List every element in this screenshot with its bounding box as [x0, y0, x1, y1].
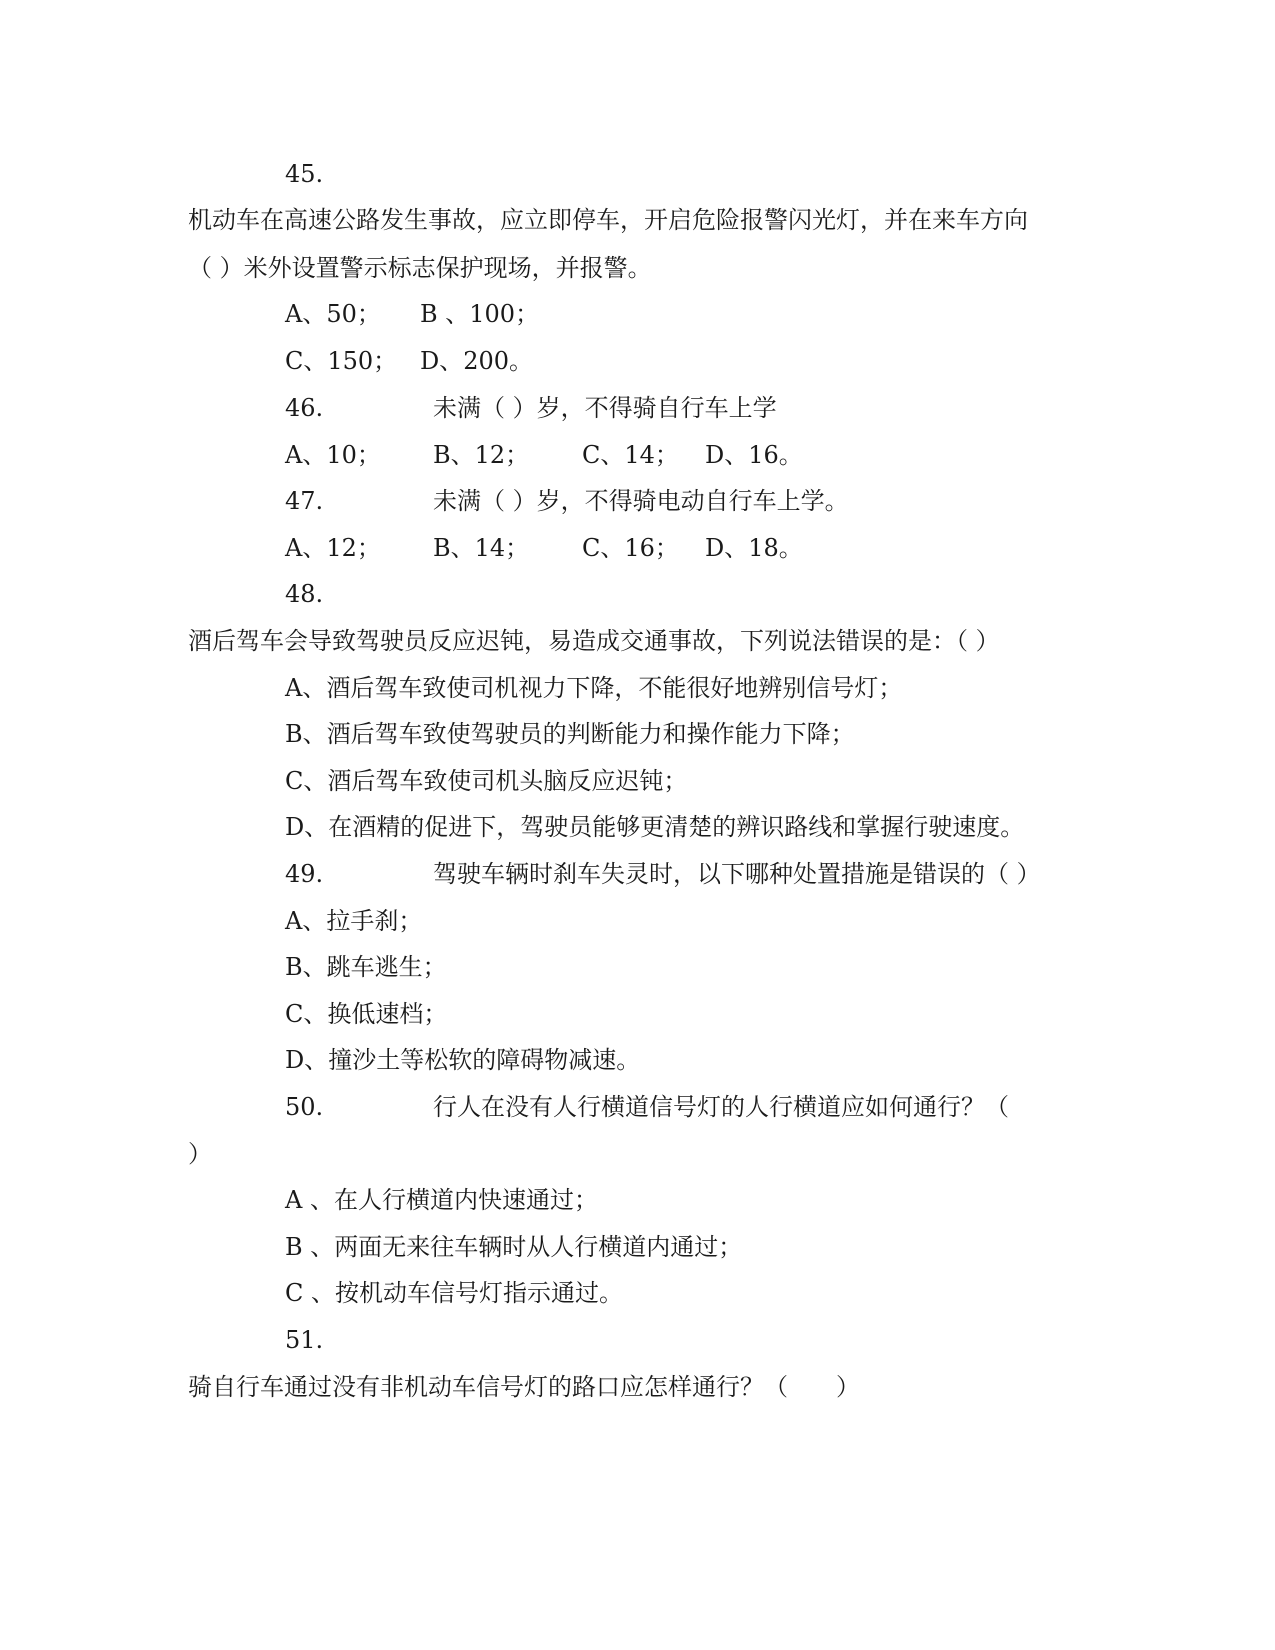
option: D、200。: [420, 347, 534, 375]
option: A 、在人行横道内快速通过；: [285, 1186, 598, 1214]
option: B、酒后驾车致使驾驶员的判断能力和操作能力下降；: [285, 720, 855, 748]
option: C、换低速档；: [285, 1000, 448, 1028]
option: A、酒后驾车致使司机视力下降，不能很好地辨别信号灯；: [285, 674, 903, 702]
question-number: 46.: [285, 394, 324, 422]
question-text: 驾驶车辆时刹车失灵时，以下哪种处置措施是错误的（ ）: [433, 860, 1041, 888]
option: C、酒后驾车致使司机头脑反应迟钝；: [285, 767, 688, 795]
option: B、跳车逃生；: [285, 953, 447, 981]
option: A、50；: [285, 300, 381, 328]
question-text: 机动车在高速公路发生事故，应立即停车，开启危险报警闪光灯，并在来车方向: [188, 206, 1028, 234]
question-text: 酒后驾车会导致驾驶员反应迟钝，易造成交通事故，下列说法错误的是：（ ）: [188, 627, 1000, 655]
option: D、16。: [705, 441, 803, 469]
question-text: 未满（ ）岁，不得骑自行车上学: [433, 394, 777, 422]
option: C、16；: [582, 534, 679, 562]
question-text: 未满（ ）岁，不得骑电动自行车上学。: [433, 487, 849, 515]
option: D、18。: [705, 534, 803, 562]
question-number: 47.: [285, 487, 324, 515]
question-text: 骑自行车通过没有非机动车信号灯的路口应怎样通行？（ ）: [188, 1373, 860, 1401]
option: C、150；: [285, 347, 398, 375]
question-number: 50.: [285, 1093, 324, 1121]
question-number: 48.: [285, 580, 324, 608]
option: B 、两面无来往车辆时从人行横道内通过；: [285, 1233, 743, 1261]
question-text: （ ）米外设置警示标志保护现场，并报警。: [188, 254, 652, 282]
option: B 、100；: [420, 300, 540, 328]
option: D、在酒精的促进下，驾驶员能够更清楚的辨识路线和掌握行驶速度。: [285, 813, 1025, 841]
option: B、12；: [433, 441, 530, 469]
question-number: 45.: [285, 160, 324, 188]
question-number: 51.: [285, 1326, 324, 1354]
option: A、12；: [285, 534, 381, 562]
option: B、14；: [433, 534, 530, 562]
question-text: 行人在没有人行横道信号灯的人行横道应如何通行？（: [433, 1093, 1009, 1121]
option: D、撞沙土等松软的障碍物减速。: [285, 1046, 641, 1074]
question-number: 49.: [285, 860, 324, 888]
question-text: ）: [188, 1140, 212, 1168]
option: A、10；: [285, 441, 381, 469]
option: C、14；: [582, 441, 679, 469]
option: C 、按机动车信号灯指示通过。: [285, 1279, 623, 1307]
option: A、拉手刹；: [285, 907, 423, 935]
